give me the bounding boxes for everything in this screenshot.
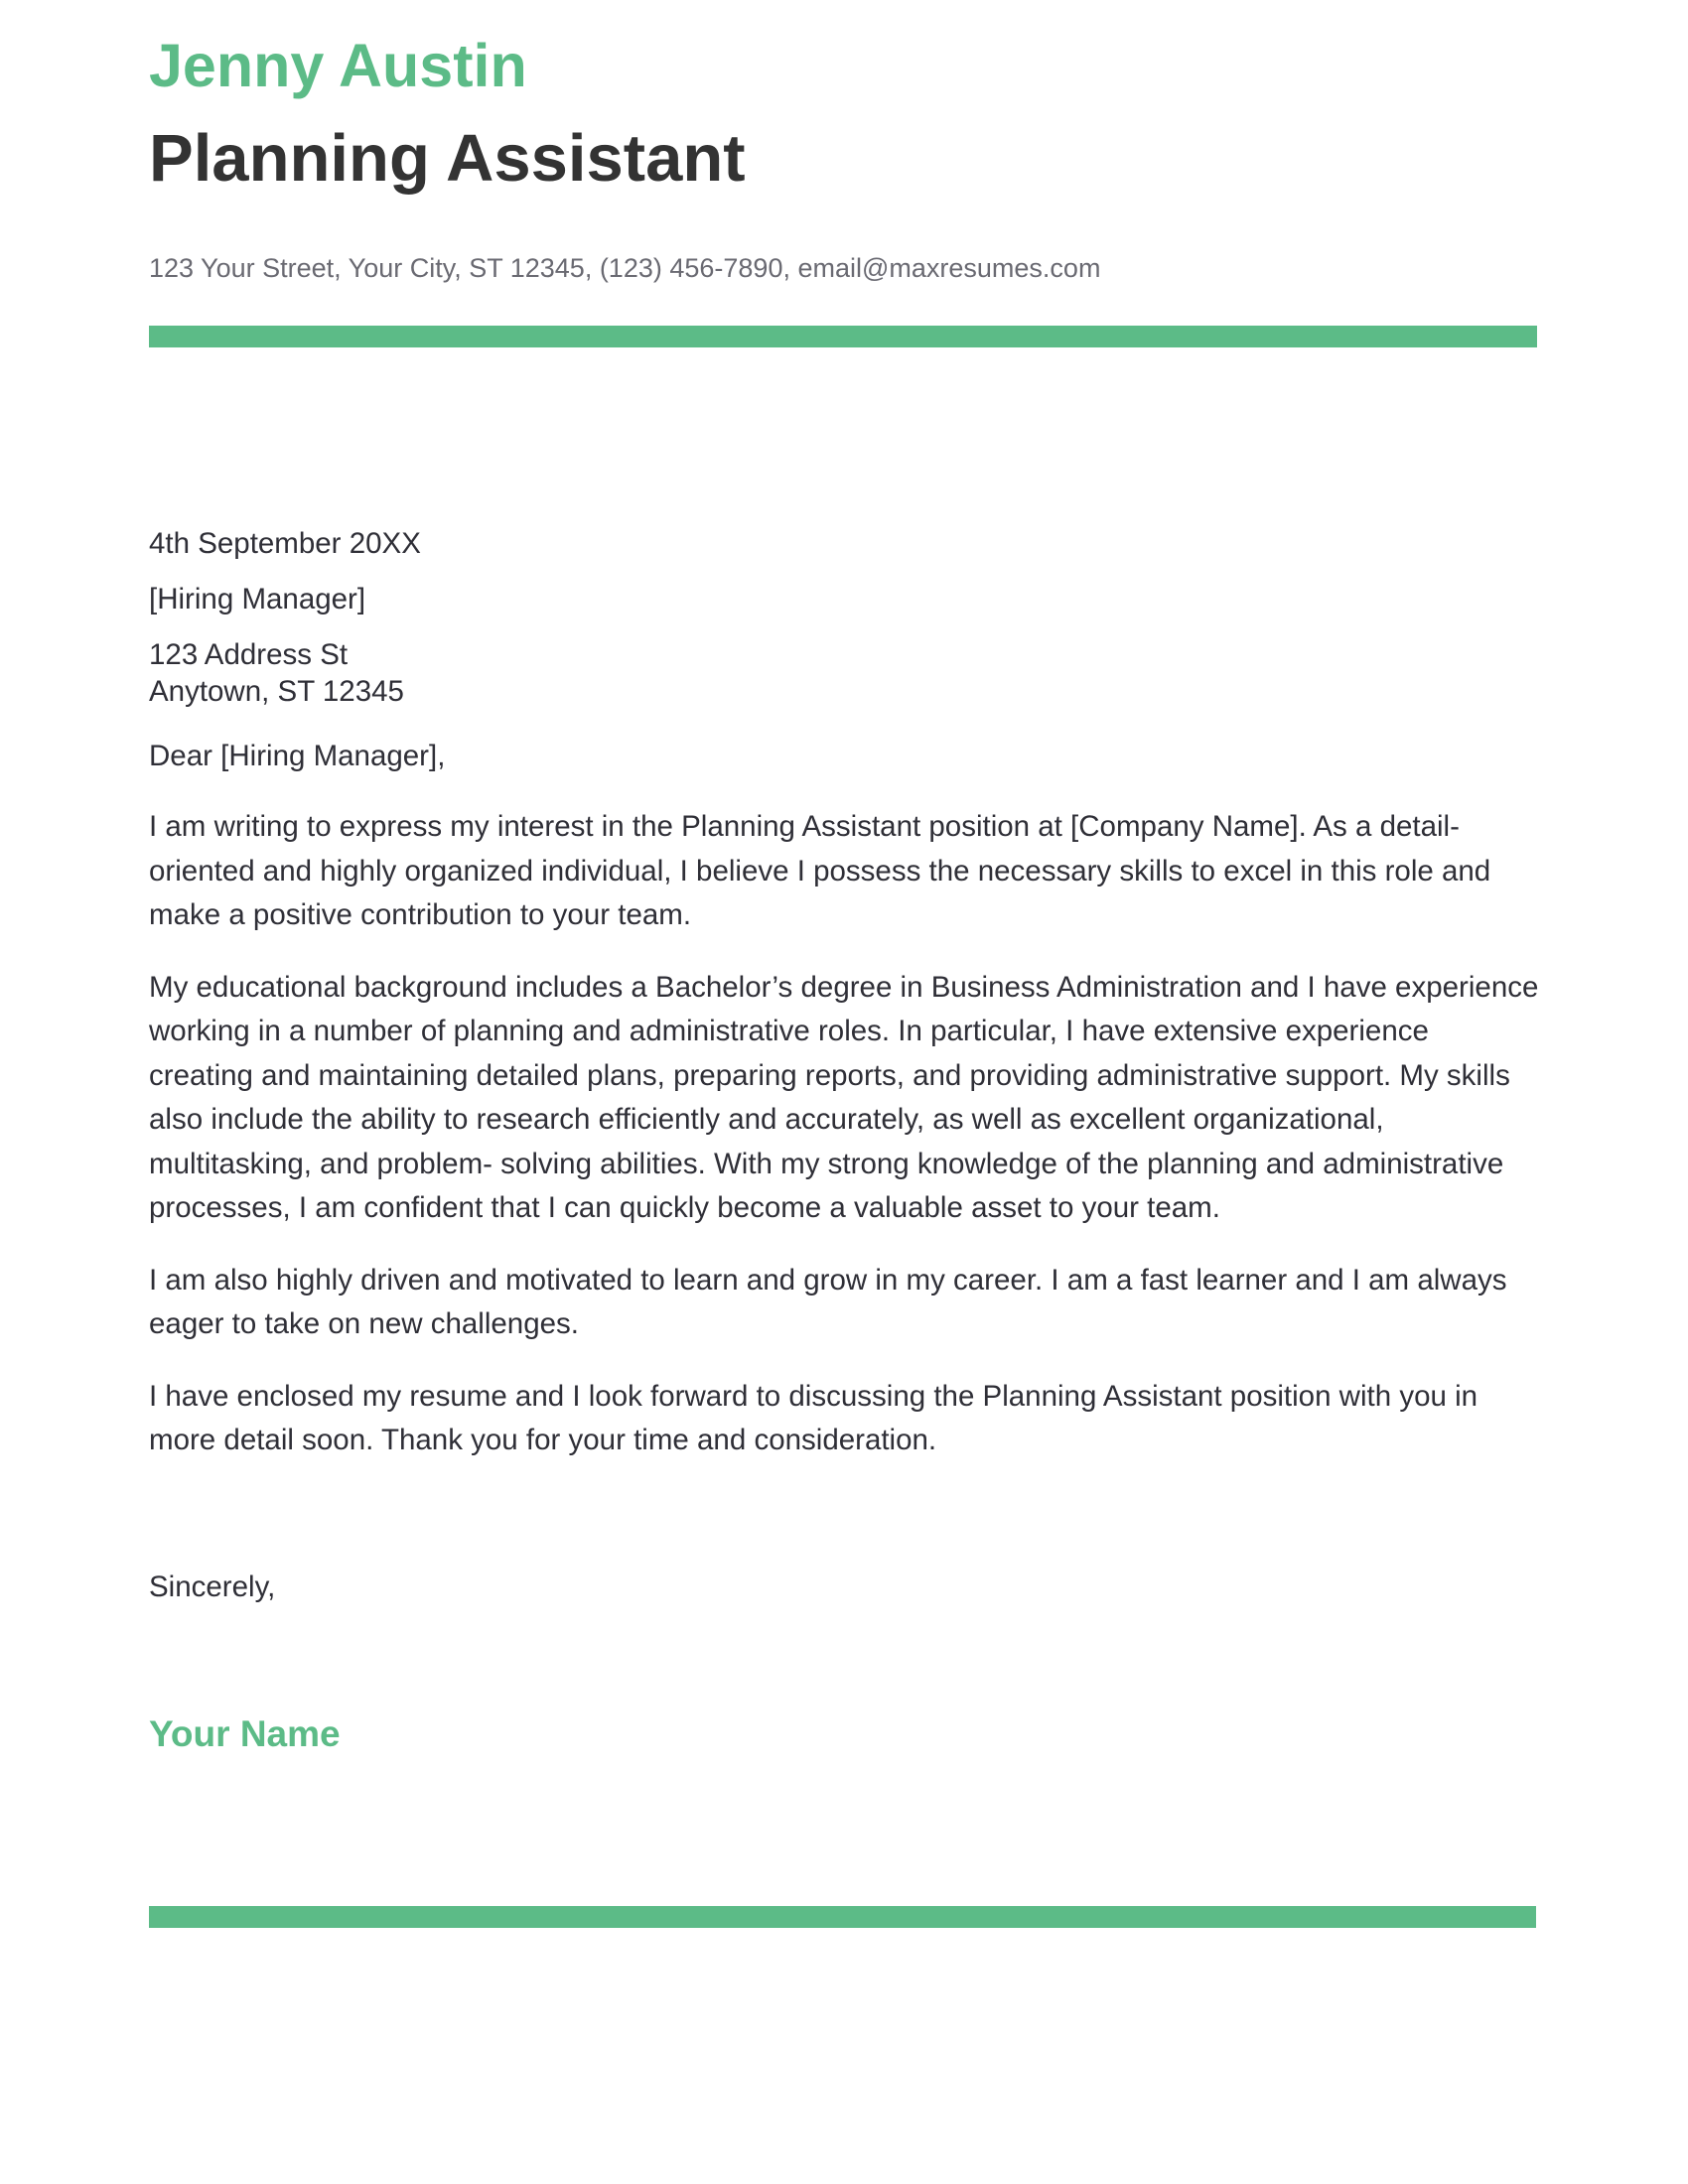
recipient-name: [Hiring Manager] (149, 583, 366, 615)
salutation: Dear [Hiring Manager], (149, 740, 446, 772)
body-paragraph-2: My educational background includes a Bachelor’s degree in Business Administration and I have experience working in a number of planning and administrative roles. In particular, I have extensive experience creating and maintaining detailed plans, preparing reports, and providing administrative support. My skills also include the ability to research efficiently and accurately, as well as excellent organizational, multitasking, and problem- solving abilities. With my strong knowledge of the planning and administrative processes, I am confident that I can quickly become a valuable asset to your team. (149, 970, 1539, 1224)
contact-info: 123 Your Street, Your City, ST 12345, (123) 456-7890, email@maxresumes.com (149, 253, 1101, 283)
cover-letter-page (149, 0, 1539, 2184)
address-line-2: Anytown, ST 12345 (149, 675, 404, 708)
signature-name: Your Name (149, 1713, 341, 1754)
closing: Sincerely, (149, 1570, 276, 1603)
body-paragraph-4: I have enclosed my resume and I look forward to discussing the Planning Assistant position with you in more detail soon. Thank you for your time and consideration. (149, 1379, 1478, 1456)
body-paragraph-3: I am also highly driven and motivated to learn and grow in my career. I am a fast learner and I am always eager to take on new challenges. (149, 1263, 1507, 1340)
recipient-address (149, 636, 1539, 710)
top-divider (149, 326, 1537, 347)
job-title: Planning Assistant (149, 121, 746, 196)
body-paragraph-1: I am writing to express my interest in the Planning Assistant position at [Company Name]. As a detail-oriented and highly organized individual, I believe I possess the necessary skills to excel in this role and make a positive contribution to your team. (149, 810, 1491, 931)
applicant-name: Jenny Austin (149, 32, 527, 99)
bottom-divider (149, 1906, 1536, 1928)
letter-body (149, 805, 1539, 1491)
address-line-1: 123 Address St (149, 638, 349, 671)
letter-date: 4th September 20XX (149, 527, 421, 560)
